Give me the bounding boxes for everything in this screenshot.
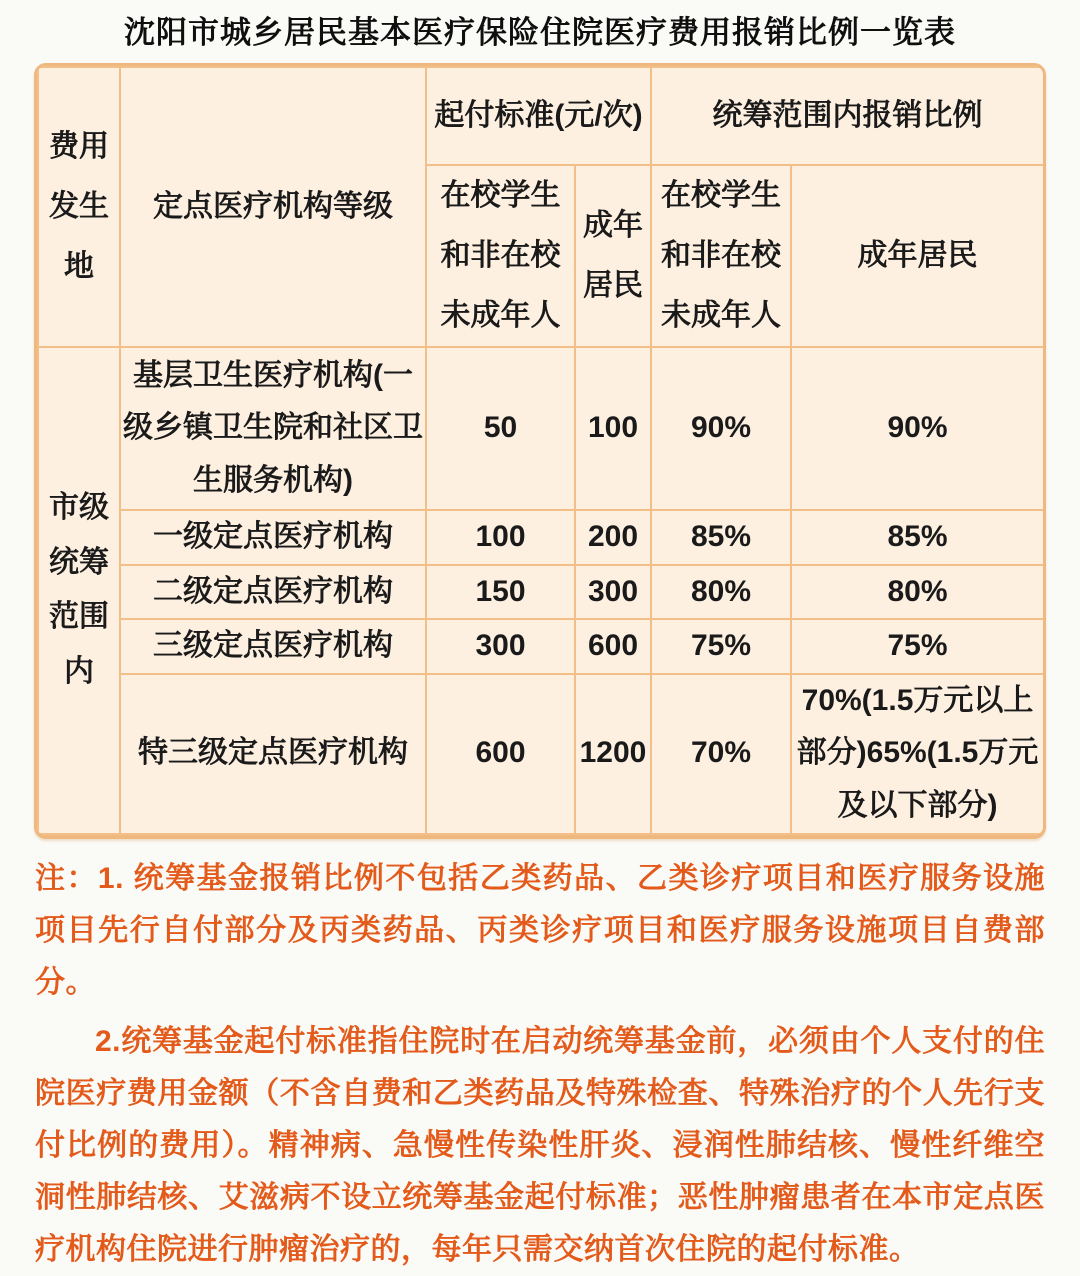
cell-ratio-students: 70% bbox=[651, 674, 791, 834]
footnotes bbox=[35, 853, 1045, 1276]
table-row bbox=[38, 565, 1044, 620]
cell-ratio-adults: 80% bbox=[791, 565, 1044, 620]
cell-ratio-students: 85% bbox=[651, 510, 791, 565]
header-ratio-group: 统筹范围内报销比例 bbox=[651, 67, 1044, 165]
table-row bbox=[38, 510, 1044, 565]
page-title: 沈阳市城乡居民基本医疗保险住院医疗费用报销比例一览表 bbox=[124, 15, 956, 50]
cell-deductible-adults: 600 bbox=[575, 619, 651, 674]
cell-ratio-adults: 75% bbox=[791, 619, 1044, 674]
reimbursement-table-grid bbox=[37, 66, 1045, 835]
cell-institution: 基层卫生医疗机构(一级乡镇卫生院和社区卫生服务机构) bbox=[120, 347, 426, 510]
header-row-groups bbox=[38, 67, 1044, 165]
reimbursement-table bbox=[34, 63, 1046, 839]
table-row bbox=[38, 619, 1044, 674]
cell-institution: 一级定点医疗机构 bbox=[120, 510, 426, 565]
cell-deductible-students: 50 bbox=[426, 347, 575, 510]
cell-deductible-adults: 1200 bbox=[575, 674, 651, 834]
cell-deductible-adults: 300 bbox=[575, 565, 651, 620]
cell-institution: 三级定点医疗机构 bbox=[120, 619, 426, 674]
cell-institution: 二级定点医疗机构 bbox=[120, 565, 426, 620]
header-ratio-students: 在校学生和非在校未成年人 bbox=[651, 165, 791, 347]
cell-deductible-students: 300 bbox=[426, 619, 575, 674]
header-ratio-adults: 成年居民 bbox=[791, 165, 1044, 347]
table-row bbox=[38, 674, 1044, 834]
cell-deductible-students: 150 bbox=[426, 565, 575, 620]
cell-ratio-adults: 90% bbox=[791, 347, 1044, 510]
header-institution-level: 定点医疗机构等级 bbox=[120, 67, 426, 347]
cell-deductible-adults: 100 bbox=[575, 347, 651, 510]
cell-deductible-students: 600 bbox=[426, 674, 575, 834]
cell-fee-location-span: 市级统筹范围内 bbox=[38, 347, 120, 834]
header-deductible-adults: 成年居民 bbox=[575, 165, 651, 347]
header-deductible-students: 在校学生和非在校未成年人 bbox=[426, 165, 575, 347]
cell-ratio-students: 80% bbox=[651, 565, 791, 620]
footnote-1: 注：1. 统筹基金报销比例不包括乙类药品、乙类诊疗项目和医疗服务设施项目先行自付部分及丙类药品、丙类诊疗项目和医疗服务设施项目自费部分。 bbox=[35, 861, 1045, 999]
cell-ratio-students: 90% bbox=[651, 347, 791, 510]
cell-ratio-adults: 85% bbox=[791, 510, 1044, 565]
header-deductible-group: 起付标准(元/次) bbox=[426, 67, 651, 165]
cell-deductible-adults: 200 bbox=[575, 510, 651, 565]
footnote-2: 2.统筹基金起付标准指住院时在启动统筹基金前，必须由个人支付的住院医疗费用金额（不含自费和乙类药品及特殊检查、特殊治疗的个人先行支付比例的费用）。精神病、急慢性传染性肝炎、浸润性肺结核、慢性纤维空洞性肺结核、艾滋病不设立统筹基金起付标准；恶性肿瘤患者在本市定点医疗机构住院进行肿瘤治疗的，每年只需交纳首次住院的起付标准。 bbox=[35, 1024, 1045, 1266]
cell-ratio-adults: 70%(1.5万元以上部分)65%(1.5万元及以下部分) bbox=[791, 674, 1044, 834]
cell-ratio-students: 75% bbox=[651, 619, 791, 674]
table-row bbox=[38, 347, 1044, 510]
cell-deductible-students: 100 bbox=[426, 510, 575, 565]
header-fee-location: 费用发生地 bbox=[38, 67, 120, 347]
cell-institution: 特三级定点医疗机构 bbox=[120, 674, 426, 834]
